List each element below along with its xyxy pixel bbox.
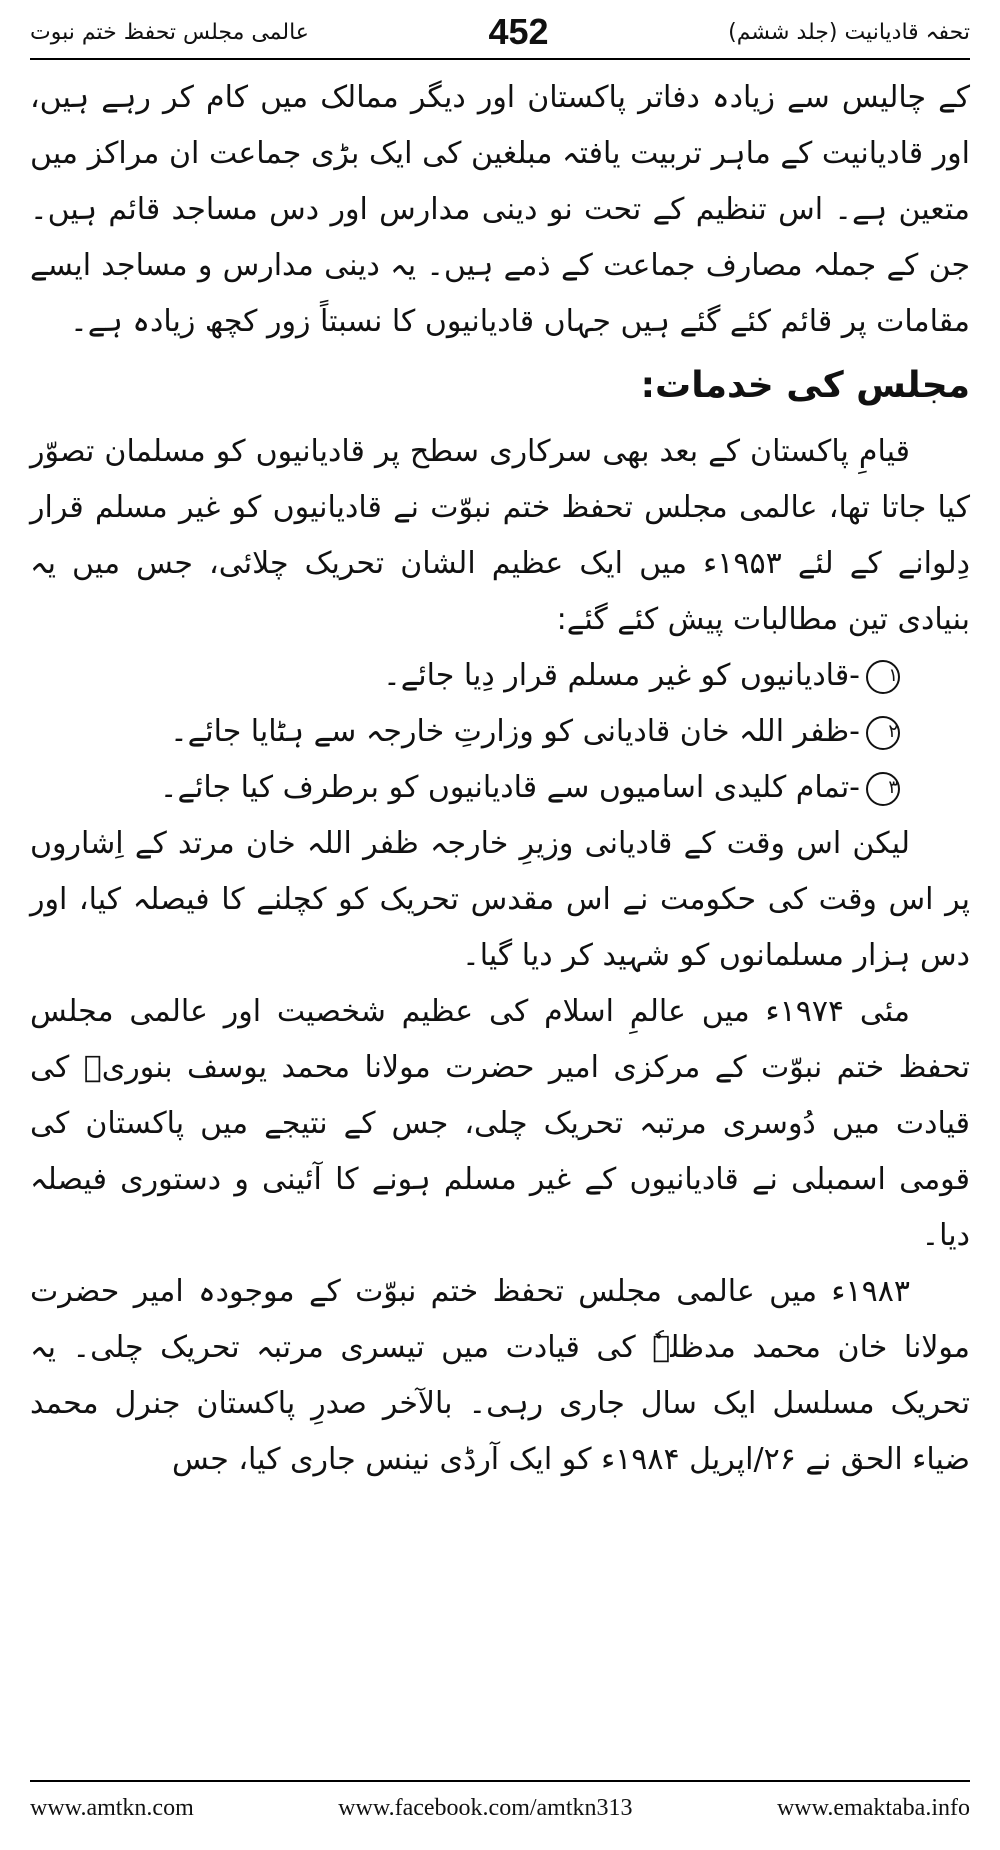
page-footer xyxy=(30,1788,970,1828)
running-title-left: عالمی مجلس تحفظ ختم نبوت xyxy=(30,19,309,45)
footer-link-facebook[interactable]: www.facebook.com/amtkn313 xyxy=(338,1794,633,1821)
page-header xyxy=(30,12,970,52)
paragraph-1983-movement: ۱۹۸۳ء میں عالمی مجلس تحفظ ختم نبوّت کے موجودہ امیر حضرت مولانا خان محمد مدظلہٗ کی قیادت میں تیسری مرتبہ تحریک چلی۔ یہ تحریک مسلسل ایک سال جاری رہی۔ بالآخر صدرِ پاکستان جنرل محمد ضیاء الحق نے ۲۶/اپریل ۱۹۸۴ء کو ایک آرڈی نینس جاری کیا، جس xyxy=(30,1274,970,1477)
header-divider xyxy=(30,58,970,60)
page-number: 452 xyxy=(488,11,549,52)
paragraph-offices: کے چالیس سے زیادہ دفاتر پاکستان اور دیگر ممالک میں کام کر رہے ہیں، اور قادیانیت کے ماہر تربیت یافتہ مبلغین کی ایک بڑی جماعت ان مراکز میں متعین ہے۔ اس تنظیم کے تحت نو دینی مدارس اور دس مساجد قائم ہیں۔ جن کے جملہ مصارف جماعت کے ذمے ہیں۔ یہ دینی مدارس و مساجد ایسے مقامات پر قائم کئے گئے ہیں جہاں قادیانیوں کا نسبتاً زور کچھ زیادہ ہے۔ xyxy=(30,80,970,339)
section-heading: مجلس کی خدمات: xyxy=(640,365,970,406)
footer-link-amtkn[interactable]: www.amtkn.com xyxy=(30,1794,194,1821)
footer-divider xyxy=(30,1780,970,1782)
demand-number-2: ۲ xyxy=(866,716,900,750)
page-body xyxy=(30,70,970,1755)
paragraph-1974-movement: مئی ۱۹۷۴ء میں عالمِ اسلام کی عظیم شخصیت اور عالمی مجلس تحفظ ختم نبوّت کے مرکزی امیر حضرت مولانا محمد یوسف بنوریؒ کی قیادت میں دُوسری مرتبہ تحریک چلی، جس کے نتیجے میں پاکستان کی قومی اسمبلی نے قادیانیوں کے غیر مسلم ہونے کا آئینی و دستوری فیصلہ دیا۔ xyxy=(30,994,970,1253)
demand-text-3: -تمام کلیدی اسامیوں سے قادیانیوں کو برطرف کیا جائے۔ xyxy=(159,770,860,805)
demand-item-1 xyxy=(30,648,970,704)
paragraph-1953-movement: قیامِ پاکستان کے بعد بھی سرکاری سطح پر قادیانیوں کو مسلمان تصوّر کیا جاتا تھا، عالمی مجلس تحفظ ختم نبوّت نے قادیانیوں کو غیر مسلم قرار دِلوانے کے لئے ۱۹۵۳ء میں ایک عظیم الشان تحریک چلائی، جس میں یہ بنیادی تین مطالبات پیش کئے گئے: xyxy=(30,434,970,637)
running-title-right: تحفہ قادیانیت (جلد ششم) xyxy=(728,19,970,45)
paragraph-crackdown: لیکن اس وقت کے قادیانی وزیرِ خارجہ ظفر اللہ خان مرتد کے اِشاروں پر اس وقت کی حکومت نے اس مقدس تحریک کو کچلنے کا فیصلہ کیا، اور دس ہزار مسلمانوں کو شہید کر دیا گیا۔ xyxy=(30,826,970,973)
demand-item-2 xyxy=(30,704,970,760)
demand-number-1: ۱ xyxy=(866,660,900,694)
demand-item-3 xyxy=(30,760,970,816)
demand-text-1: -قادیانیوں کو غیر مسلم قرار دِیا جائے۔ xyxy=(383,658,860,693)
footer-link-emaktaba[interactable]: www.emaktaba.info xyxy=(776,1794,970,1821)
demand-number-3: ۳ xyxy=(866,772,900,806)
demand-text-2: -ظفر اللہ خان قادیانی کو وزارتِ خارجہ سے ہٹایا جائے۔ xyxy=(170,714,860,749)
